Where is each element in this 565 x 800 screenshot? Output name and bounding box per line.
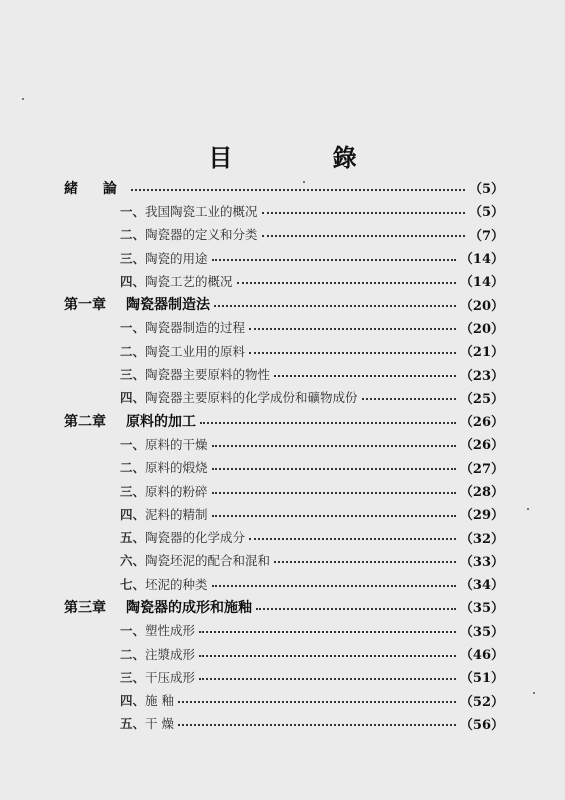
section-number: 三、: [120, 250, 146, 266]
dot-leader: [212, 585, 456, 587]
dot-leader: [237, 282, 456, 284]
toc-section-row: [64, 502, 504, 525]
section-title: 原料的煅烧: [145, 460, 208, 476]
dot-leader: [256, 608, 456, 610]
dot-leader: [212, 468, 456, 470]
section-number: 一、: [120, 320, 146, 336]
dot-leader: [199, 631, 456, 633]
toc-chapter-row: [64, 176, 504, 199]
toc-section-row: [64, 386, 504, 409]
section-title: 陶瓷工艺的概况: [145, 273, 233, 289]
page-number: （35）: [459, 624, 504, 640]
dot-leader: [199, 678, 456, 680]
toc-section-row: [64, 199, 504, 222]
section-number: 五、: [120, 530, 146, 546]
page-number: （23）: [459, 368, 504, 384]
section-title: 我国陶瓷工业的概况: [145, 203, 258, 219]
chapter-number: 第一章: [64, 297, 106, 314]
page-number: （32）: [459, 531, 504, 547]
page-number: （29）: [459, 508, 504, 524]
toc-section-row: [64, 712, 504, 735]
page-number: （28）: [459, 485, 504, 500]
page-number: （33）: [459, 554, 504, 570]
section-number: 三、: [120, 669, 146, 685]
section-number: 一、: [120, 436, 146, 452]
toc-section-row: [64, 316, 504, 339]
toc-section-row: [64, 549, 504, 572]
section-number: 一、: [120, 203, 146, 219]
dot-leader: [274, 561, 456, 563]
dot-leader: [131, 189, 465, 191]
page-number: （21）: [459, 345, 504, 361]
page-number: （25）: [459, 391, 504, 407]
toc-section-row: [64, 619, 504, 642]
page-number: （46）: [459, 648, 504, 664]
section-title: 注漿成形: [145, 646, 196, 662]
page-number: （27）: [459, 461, 504, 477]
page-number: （5）: [468, 205, 504, 221]
chapter-number: 第二章: [64, 413, 106, 430]
dot-leader: [200, 422, 456, 424]
section-title: 陶瓷器的化学成分: [145, 530, 246, 546]
page-number: （26）: [459, 438, 504, 454]
dot-leader: [212, 259, 456, 261]
page-title: 目 錄: [208, 143, 403, 172]
section-number: 二、: [120, 343, 146, 359]
page-number: （5）: [468, 182, 504, 198]
dot-leader: [249, 328, 456, 330]
scan-speck: [303, 181, 305, 183]
toc-section-row: [64, 479, 504, 502]
chapter-title: 原料的加工: [126, 413, 196, 430]
section-number: 七、: [120, 576, 146, 592]
chapter-title: 陶瓷器制造法: [126, 297, 210, 314]
dot-leader: [212, 515, 456, 517]
section-title: 陶瓷的用途: [145, 250, 208, 266]
dot-leader: [274, 375, 456, 377]
toc-section-row: [64, 269, 504, 292]
section-title: 陶瓷器主要原料的物性: [145, 367, 271, 383]
section-title: 塑性成形: [145, 623, 196, 639]
page-number: （20）: [459, 298, 504, 314]
section-title: 陶瓷工业用的原料: [145, 343, 246, 359]
scan-speck: [533, 692, 535, 694]
toc-section-row: [64, 223, 504, 246]
dot-leader: [262, 235, 465, 237]
chapter-number: 第三章: [64, 599, 106, 616]
page-number: （56）: [459, 717, 504, 733]
dot-leader: [249, 538, 456, 540]
toc-section-row: [64, 362, 504, 385]
scan-speck: [527, 508, 529, 510]
section-title: 原料的干燥: [145, 436, 208, 452]
section-title: 干 燥: [145, 716, 174, 732]
page-number: （14）: [459, 252, 504, 268]
section-title: 原料的粉碎: [145, 483, 208, 499]
dot-leader: [199, 655, 456, 657]
dot-leader: [262, 212, 465, 214]
chapter-title: 陶瓷器的成形和施釉: [126, 599, 252, 616]
toc-chapter-row: [64, 292, 504, 315]
section-title: 陶瓷器的定义和分类: [145, 227, 258, 243]
page-number: （14）: [459, 275, 504, 291]
page-number: （52）: [459, 694, 504, 710]
page-number: （51）: [459, 671, 504, 687]
section-number: 一、: [120, 623, 146, 639]
toc-chapter-row: [64, 595, 504, 618]
dot-leader: [249, 352, 456, 354]
toc-section-row: [64, 432, 504, 455]
section-number: 三、: [120, 367, 146, 383]
section-number: 二、: [120, 227, 146, 243]
toc-section-row: [64, 642, 504, 665]
page-number: （35）: [459, 601, 504, 617]
toc-section-row: [64, 689, 504, 712]
table-of-contents: [64, 176, 504, 735]
section-number: 四、: [120, 693, 146, 709]
section-title: 施 釉: [145, 693, 174, 709]
section-title: 陶瓷器主要原料的化学成份和礦物成份: [145, 390, 358, 406]
toc-section-row: [64, 525, 504, 548]
page-number: （26）: [459, 415, 504, 431]
section-title: 干压成形: [145, 669, 196, 685]
dot-leader: [362, 398, 456, 400]
toc-section-row: [64, 665, 504, 688]
section-number: 四、: [120, 390, 146, 406]
section-title: 陶瓷器制造的过程: [145, 320, 246, 336]
toc-section-row: [64, 572, 504, 595]
dot-leader: [178, 724, 456, 726]
page-number: （7）: [468, 228, 504, 244]
dot-leader: [212, 492, 456, 494]
page-number: （20）: [459, 321, 504, 337]
section-number: 五、: [120, 716, 146, 732]
section-number: 四、: [120, 273, 146, 289]
section-number: 六、: [120, 553, 146, 569]
section-title: 坯泥的种类: [145, 576, 208, 592]
section-title: 陶瓷坯泥的配合和混和: [145, 553, 271, 569]
section-title: 泥料的精制: [145, 506, 208, 522]
section-number: 二、: [120, 646, 146, 662]
page-number: （34）: [459, 578, 504, 594]
toc-chapter-row: [64, 409, 504, 432]
dot-leader: [214, 305, 456, 307]
dot-leader: [212, 445, 456, 447]
chapter-title: 緒 論: [64, 180, 127, 197]
section-number: 四、: [120, 506, 146, 522]
toc-section-row: [64, 246, 504, 269]
scan-speck: [22, 98, 24, 100]
dot-leader: [178, 701, 456, 703]
section-number: 三、: [120, 483, 146, 499]
section-number: 二、: [120, 460, 146, 476]
toc-section-row: [64, 339, 504, 362]
toc-section-row: [64, 456, 504, 479]
